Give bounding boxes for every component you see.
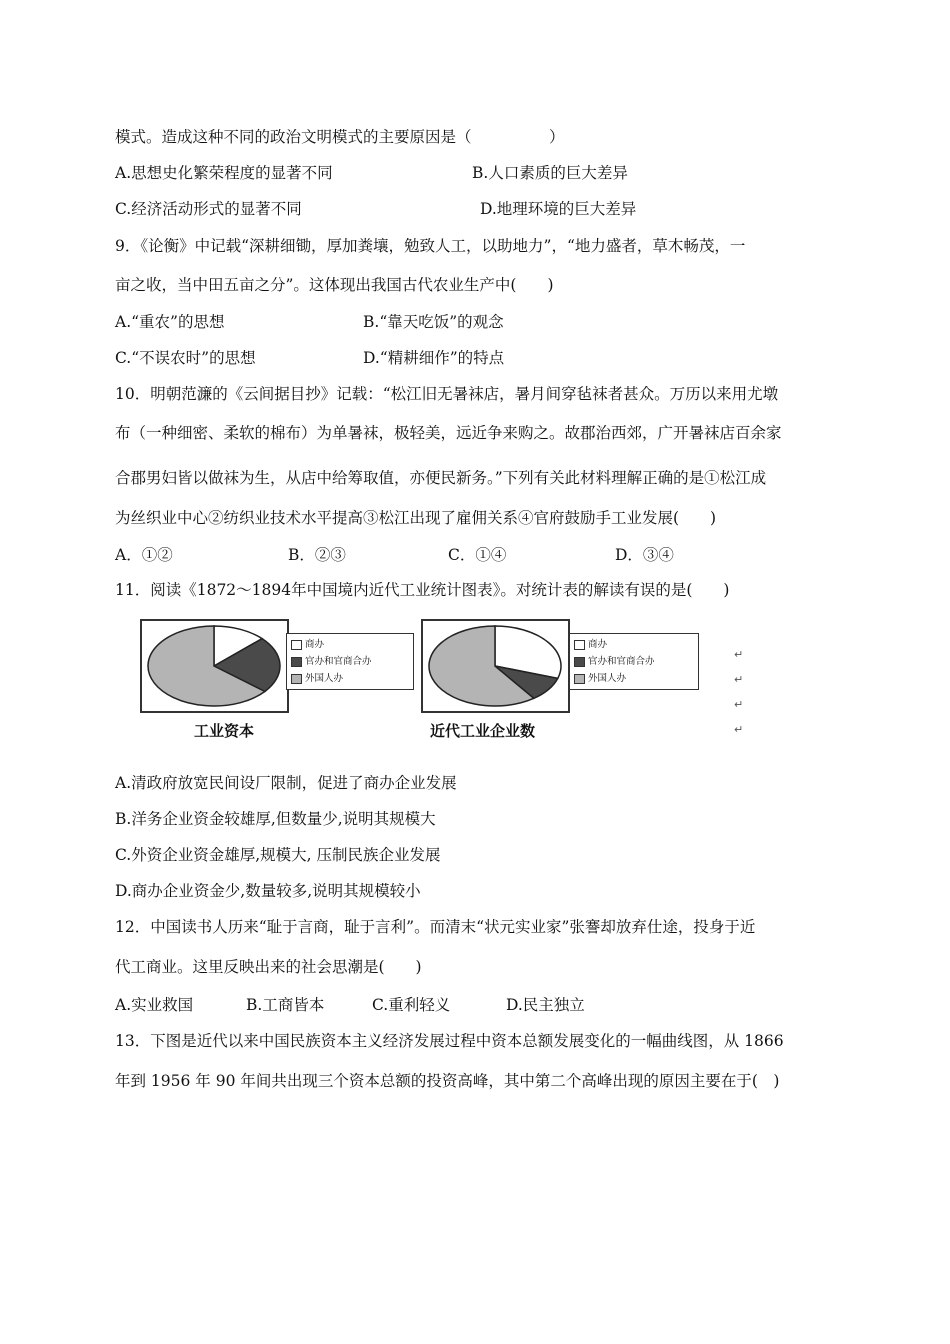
q8-option-a[interactable]: A.思想史化繁荣程度的显著不同	[115, 164, 333, 182]
q10-option-d[interactable]: D．③④	[615, 546, 674, 564]
q10-option-a[interactable]: A．①②	[115, 546, 173, 564]
capital-pie-legend	[286, 633, 414, 690]
enterprise-pie-chart	[423, 621, 568, 711]
capital-pie-frame	[140, 619, 289, 713]
legend-label: 官办和官商合办	[305, 656, 372, 667]
q11-stem: 11．阅读《1872～1894年中国境内近代工业统计图表》。对统计表的解读有误的是( )	[115, 581, 730, 599]
q13-stem-line1: 13．下图是近代以来中国民族资本主义经济发展过程中资本总额发展变化的一幅曲线图，从 1866	[115, 1032, 784, 1050]
q11-option-b[interactable]: B.洋务企业资金较雄厚,但数量少,说明其规模大	[115, 810, 436, 828]
swatch-guanban	[574, 657, 585, 667]
capital-pie-chart	[142, 621, 287, 711]
q10-stem-line1: 10．明朝范濂的《云间据目抄》记载：“松江旧无暑袜店，暑月间穿毡袜者甚众。万历以来用尤墩	[115, 385, 779, 403]
q10-stem-line3: 合郡男妇皆以做袜为生，从店中给筹取值，亦便民新务。”下列有关此材料理解正确的是①松江成	[115, 469, 767, 487]
enterprise-pie-title: 近代工业企业数	[430, 722, 536, 740]
paragraph-mark: ↵	[734, 648, 744, 661]
legend-label: 官办和官商合办	[588, 656, 655, 667]
q11-option-a[interactable]: A.清政府放宽民间设厂限制，促进了商办企业发展	[115, 774, 457, 792]
enterprise-pie-frame	[421, 619, 570, 713]
swatch-waiguo	[291, 674, 302, 684]
q11-option-d[interactable]: D.商办企业资金少,数量较多,说明其规模较小	[115, 882, 421, 900]
q8-option-b[interactable]: B.人口素质的巨大差异	[472, 164, 628, 182]
q13-stem-line2: 年到 1956 年 90 年间共出现三个资本总额的投资高峰，其中第二个高峰出现的原因主要在于( )	[115, 1072, 780, 1090]
paragraph-mark: ↵	[734, 723, 744, 736]
legend-item	[291, 653, 409, 670]
enterprise-pie-legend	[569, 633, 699, 690]
legend-item	[291, 636, 409, 653]
legend-label: 外国人办	[305, 673, 344, 684]
q8-option-d[interactable]: D.地理环境的巨大差异	[480, 200, 637, 218]
q9-option-c[interactable]: C.“不误农时”的思想	[115, 349, 256, 367]
swatch-guanban	[291, 657, 302, 667]
legend-label: 商办	[305, 639, 325, 650]
legend-item	[574, 670, 694, 687]
capital-pie-title: 工业资本	[194, 722, 255, 740]
q12-option-a[interactable]: A.实业救国	[115, 996, 194, 1014]
q12-option-c[interactable]: C.重利轻义	[372, 996, 451, 1014]
q12-stem-line2: 代工商业。这里反映出来的社会思潮是( )	[115, 958, 422, 976]
legend-item	[574, 636, 694, 653]
q8-stem: 模式。造成这种不同的政治文明模式的主要原因是（ ）	[115, 128, 565, 146]
swatch-shangban	[574, 640, 585, 650]
q10-option-c[interactable]: C．①④	[448, 546, 507, 564]
q12-option-d[interactable]: D.民主独立	[506, 996, 585, 1014]
legend-item	[574, 653, 694, 670]
q11-option-c[interactable]: C.外资企业资金雄厚,规模大, 压制民族企业发展	[115, 846, 441, 864]
q10-stem-line2: 布（一种细密、柔软的棉布）为单暑袜，极轻美，远近争来购之。故郡治西郊，广开暑袜店百余家	[115, 424, 782, 442]
legend-label: 商办	[588, 639, 608, 650]
paragraph-mark: ↵	[734, 698, 744, 711]
q10-stem-line4: 为丝织业中心②纺织业技术水平提高③松江出现了雇佣关系④官府鼓励手工业发展( )	[115, 509, 717, 527]
q9-option-b[interactable]: B.“靠天吃饭”的观念	[363, 313, 504, 331]
swatch-shangban	[291, 640, 302, 650]
swatch-waiguo	[574, 674, 585, 684]
q9-stem-line1: 9．《论衡》中记载“深耕细锄，厚加粪壤，勉致人工，以助地力”，“地力盛者，草木畅茂，一	[115, 237, 746, 255]
q9-stem-line2: 亩之收，当中田五亩之分”。这体现出我国古代农业生产中( )	[115, 276, 554, 294]
q9-option-d[interactable]: D.“精耕细作”的特点	[363, 349, 505, 367]
paragraph-mark: ↵	[734, 673, 744, 686]
q12-stem-line1: 12．中国读书人历来“耻于言商，耻于言利”。而清末“状元实业家”张謇却放弃仕途，投身于近	[115, 918, 756, 936]
q12-option-b[interactable]: B.工商皆本	[246, 996, 325, 1014]
legend-item	[291, 670, 409, 687]
legend-label: 外国人办	[588, 673, 627, 684]
q9-option-a[interactable]: A.“重农”的思想	[115, 313, 225, 331]
q8-option-c[interactable]: C.经济活动形式的显著不同	[115, 200, 302, 218]
q10-option-b[interactable]: B．②③	[288, 546, 346, 564]
